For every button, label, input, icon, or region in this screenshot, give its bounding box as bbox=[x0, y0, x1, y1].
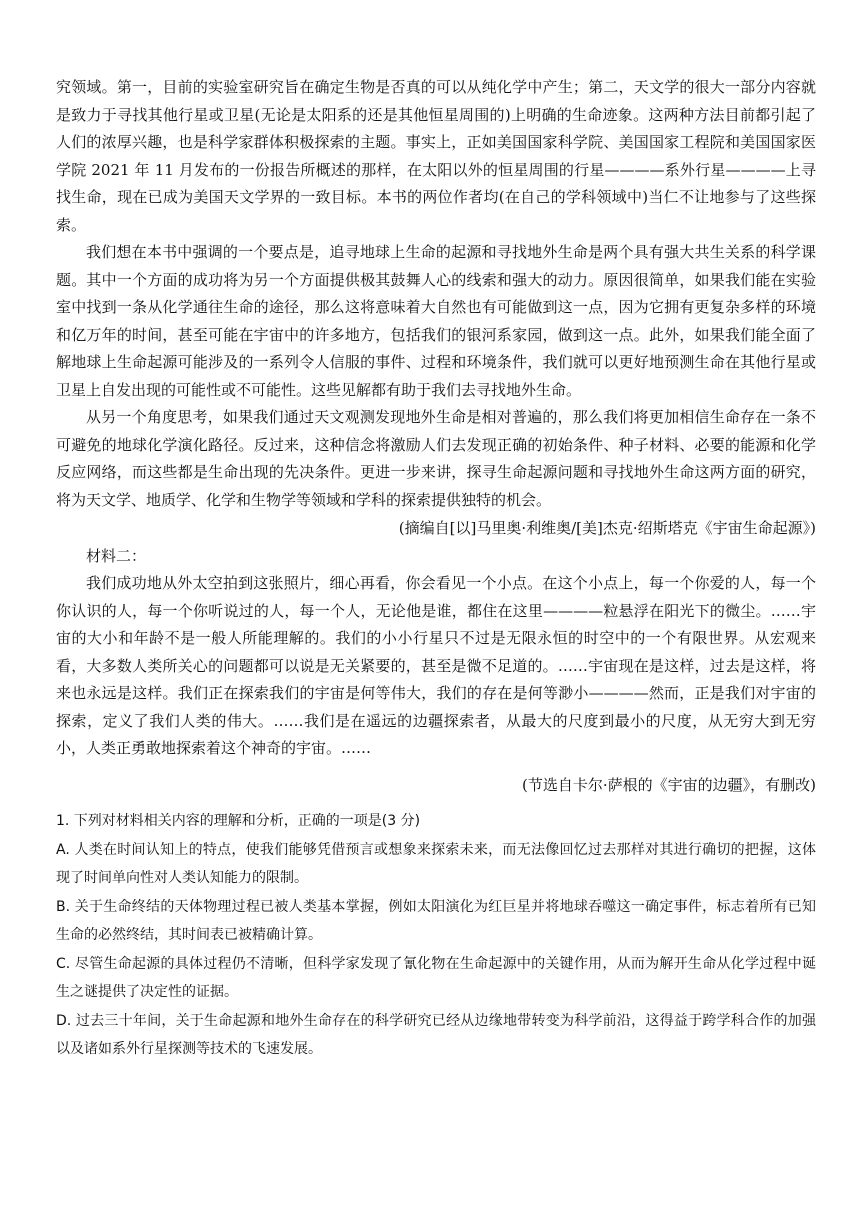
material2-paragraph: 我们成功地从外太空拍到这张照片，细心再看，你会看见一个小点。在这个小点上，每一个你爱的人，每一个你认识的人，每一个你听说过的人，每一个人，无论他是谁，都住在这里————粒悬浮在阳光下的微尘。……宇宙的大小和年龄不是一般人所能理解的。我们的小小行星只不过是无限永恒的时空中的一个有限世界。从宏观来看，大多数人类所关心的问题都可以说是无关紧要的，甚至是微不足道的。……宇宙现在是这样，过去是这样，将来也永远是这样。我们正在探索我们的宇宙是何等伟大，我们的存在是何等渺小————然而，正是我们对宇宙的探索，定义了我们人类的伟大。……我们是在遥远的边疆探索者，从最大的尺度到最小的尺度，从无穷大到无穷小，人类正勇敢地探索着这个神奇的宇宙。…… bbox=[56, 574, 816, 757]
material1-paragraph-3: 从另一个角度思考，如果我们通过天文观测发现地外生命是相对普遍的，那么我们将更加相信生命存在一条不可避免的地球化学演化路径。反过来，这种信念将激励人们去发现正确的初始条件、种子材料、必要的能源和化学反应网络，而这些都是生命出现的先决条件。更进一步来讲，探寻生命起源问题和寻找地外生命这两方面的研究，将为天文学、地质学、化学和生物学等领域和学科的探索提供独特的机会。 bbox=[56, 408, 816, 509]
option-b: B. 关于生命终结的天体物理过程已被人类基本掌握，例如太阳演化为红巨星并将地球吞噬这一确定事件，标志着所有已知生命的必然终结，其时间表已被精确计算。 bbox=[56, 898, 816, 943]
option-c: C. 尽管生命起源的具体过程仍不清晰，但科学家发现了氰化物在生命起源中的关键作用，从而为解开生命从化学过程中诞生之谜提供了决定性的证据。 bbox=[56, 955, 816, 1000]
material1-paragraph-1: 究领域。第一，目前的实验室研究旨在确定生物是否真的可以从纯化学中产生；第二，天文学的很大一部分内容就是致力于寻找其他行星或卫星(无论是太阳系的还是其他恒星周围的)上明确的生命迹象。这两种方法目前都引起了人们的浓厚兴趣，也是科学家群体积极探索的主题。事实上，正如美国国家科学院、美国国家工程院和美国国家医学院 2021 年 11 月发布的一份报告所概述的那样，在太阳以外的恒星周围的行星————系外行星————上寻找生命，现在已成为美国天文学界的一致目标。本书的两位作者均(在自己的学科领域中)当仁不让地参与了这些探索。 bbox=[56, 78, 816, 234]
option-d: D. 过去三十年间，关于生命起源和地外生命存在的科学研究已经从边缘地带转变为科学前沿，这得益于跨学科合作的加强以及诸如系外行星探测等技术的飞速发展。 bbox=[56, 1012, 816, 1057]
material2-source: (节选自卡尔·萨根的《宇宙的边疆》，有删改) bbox=[522, 775, 816, 794]
question-1 bbox=[56, 807, 816, 1064]
question-stem: 1. 下列对材料相关内容的理解和分析，正确的一项是(3 分) bbox=[56, 813, 421, 829]
material1-paragraph-2: 我们想在本书中强调的一个要点是，追寻地球上生命的起源和寻找地外生命是两个具有强大共生关系的科学课题。其中一个方面的成功将为另一个方面提供极其鼓舞人心的线索和强大的动力。原因很简单，如果我们能在实验室中找到一条从化学通往生命的途径，那么这将意味着大自然也有可能做到这一点，因为它拥有更复杂多样的环境和亿万年的时间，甚至可能在宇宙中的许多地方，包括我们的银河系家园，做到这一点。此外，如果我们能全面了解地球上生命起源可能涉及的一系列令人信服的事件、过程和环境条件，我们就可以更好地预测生命在其他行星或卫星上自发出现的可能性或不可能性。这些见解都有助于我们去寻找地外生命。 bbox=[56, 243, 816, 399]
material2-label: 材料二： bbox=[86, 546, 147, 565]
exam-page bbox=[56, 74, 816, 1064]
material1-source: (摘编自[以]马里奥·利维奥/[美]杰克·绍斯塔克《宇宙生命起源》) bbox=[398, 519, 816, 537]
option-a: A. 人类在时间认知上的特点，使我们能够凭借预言或想象来探索未来，而无法像回忆过去那样对其进行确切的把握，这体现了时间单向性对人类认知能力的限制。 bbox=[56, 841, 816, 886]
